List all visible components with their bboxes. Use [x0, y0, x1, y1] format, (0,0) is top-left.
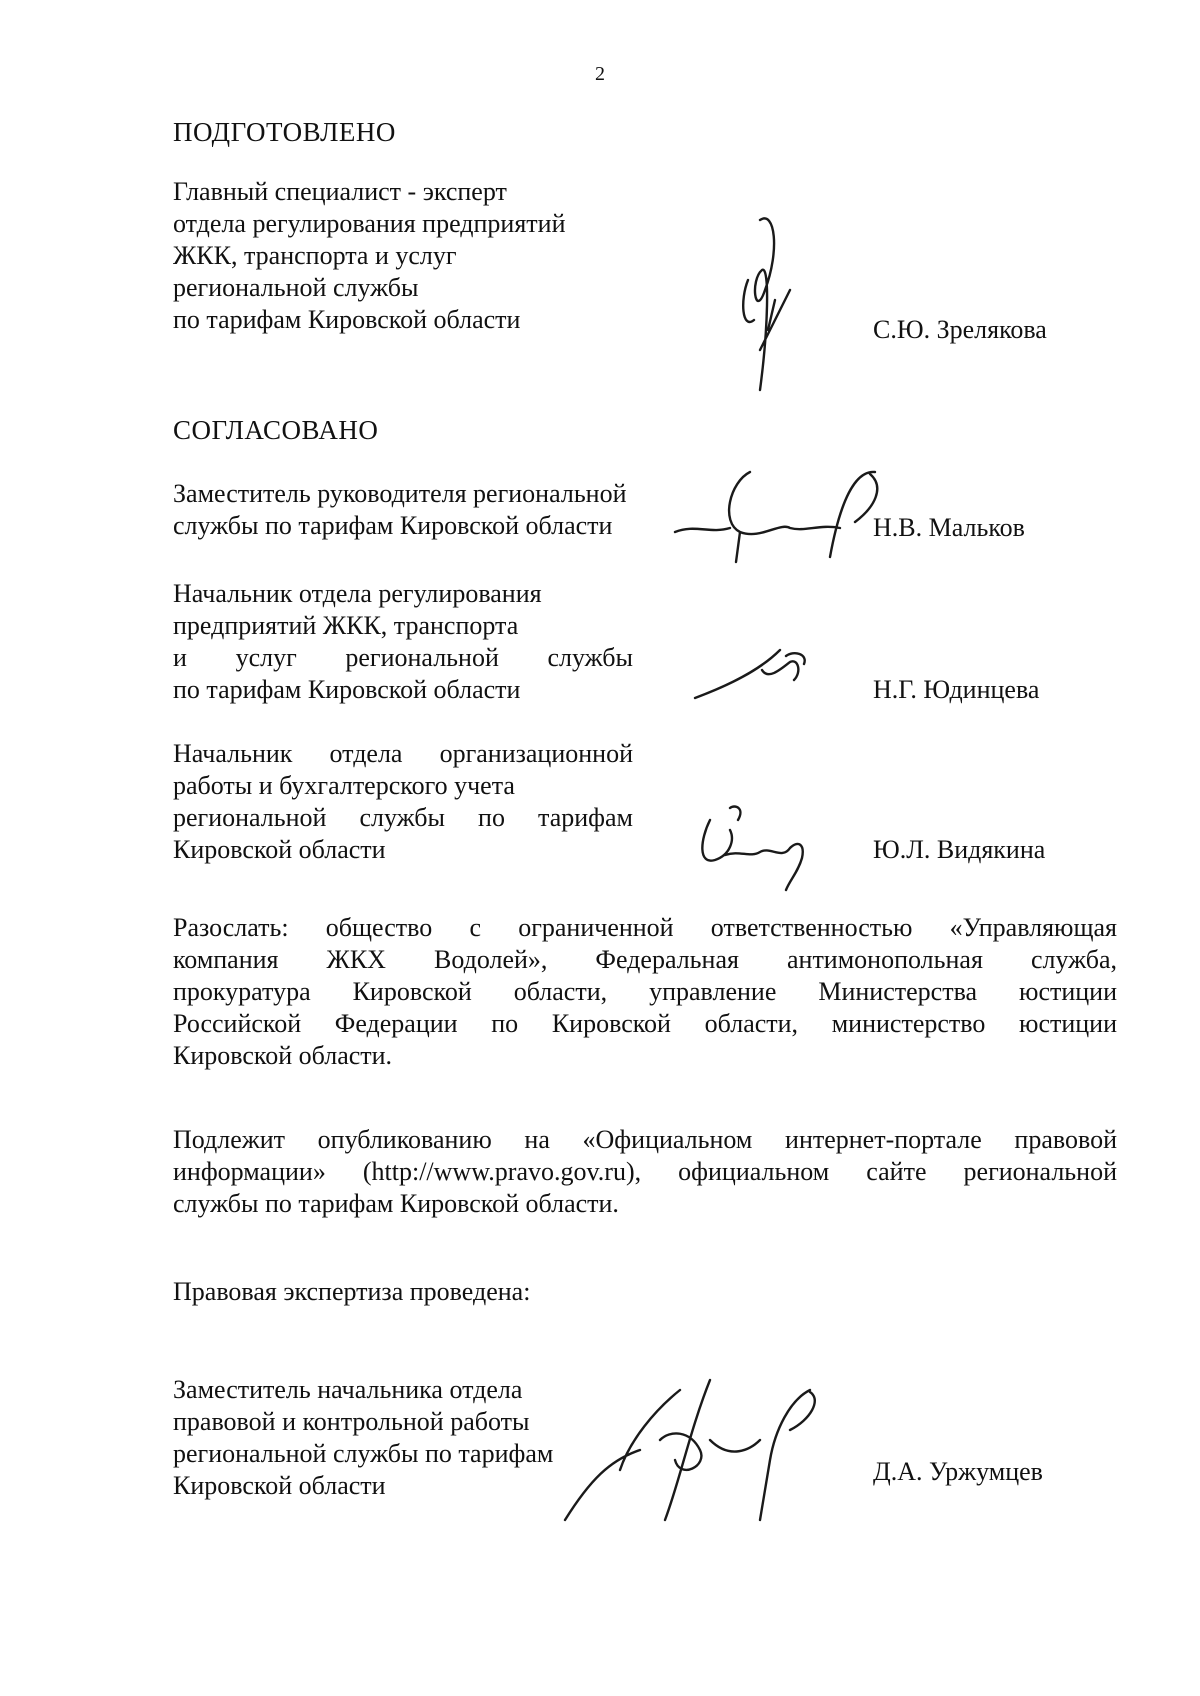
signature-malkov [670, 462, 900, 572]
publication-paragraph [173, 1124, 1117, 1220]
publication-line: службы по тарифам Кировской области. [173, 1189, 619, 1218]
position-line: Начальник отдела организационной [173, 739, 633, 768]
signer-yudintseva-name: Н.Г. Юдинцева [873, 675, 1040, 704]
signer-vidyakina-position [173, 738, 633, 866]
page-number: 2 [595, 63, 605, 85]
position-line: правовой и контрольной работы [173, 1407, 530, 1436]
signer-vidyakina-name: Ю.Л. Видякина [873, 835, 1046, 864]
signer-malkov-position [173, 478, 673, 542]
distribution-line: прокуратура Кировской области, управление Министерства юстиции [173, 977, 1117, 1006]
distribution-line: компания ЖКХ Водолей», Федеральная антимонопольная служба, [173, 945, 1117, 974]
position-line: работы и бухгалтерского учета [173, 771, 515, 800]
position-line: Главный специалист - эксперт [173, 177, 507, 206]
position-line: ЖКК, транспорта и услуг [173, 241, 457, 270]
agreed-heading: СОГЛАСОВАНО [173, 415, 379, 445]
position-line: по тарифам Кировской области [173, 675, 521, 704]
publication-line: информации» (http://www.pravo.gov.ru), официальном сайте региональной [173, 1157, 1117, 1186]
signature-urzhumtsev [560, 1370, 880, 1530]
prepared-position [173, 176, 633, 336]
position-line: предприятий ЖКК, транспорта [173, 611, 519, 640]
prepared-name: С.Ю. Зрелякова [873, 315, 1047, 344]
position-line: Начальник отдела регулирования [173, 579, 542, 608]
distribution-line: Разослать: общество с ограниченной ответственностью «Управляющая [173, 913, 1117, 942]
position-line: и услуг региональной службы [173, 643, 633, 672]
signature-zrelyakova [720, 210, 820, 430]
distribution-line: Кировской области. [173, 1041, 393, 1070]
publication-line: Подлежит опубликованию на «Официальном интернет-портале правовой [173, 1125, 1117, 1154]
position-line: региональной службы [173, 273, 419, 302]
position-line: по тарифам Кировской области [173, 305, 521, 334]
position-line: Кировской области [173, 835, 386, 864]
signer-malkov-name: Н.В. Мальков [873, 513, 1025, 542]
position-line: Заместитель начальника отдела [173, 1375, 523, 1404]
position-line: Кировской области [173, 1471, 386, 1500]
signature-vidyakina [690, 800, 820, 900]
position-line: отдела регулирования предприятий [173, 209, 566, 238]
legal-review-heading: Правовая экспертиза проведена: [173, 1277, 531, 1306]
distribution-line: Российской Федерации по Кировской области, министерство юстиции [173, 1009, 1117, 1038]
signature-yudintseva [690, 640, 820, 710]
position-line: Заместитель руководителя региональной [173, 479, 627, 508]
position-line: службы по тарифам Кировской области [173, 511, 613, 540]
legal-review-name: Д.А. Уржумцев [873, 1457, 1043, 1486]
position-line: региональной службы по тарифам [173, 1439, 554, 1468]
position-line: региональной службы по тарифам [173, 803, 633, 832]
prepared-heading: ПОДГОТОВЛЕНО [173, 117, 396, 147]
signer-yudintseva-position [173, 578, 633, 706]
distribution-paragraph [173, 912, 1117, 1072]
